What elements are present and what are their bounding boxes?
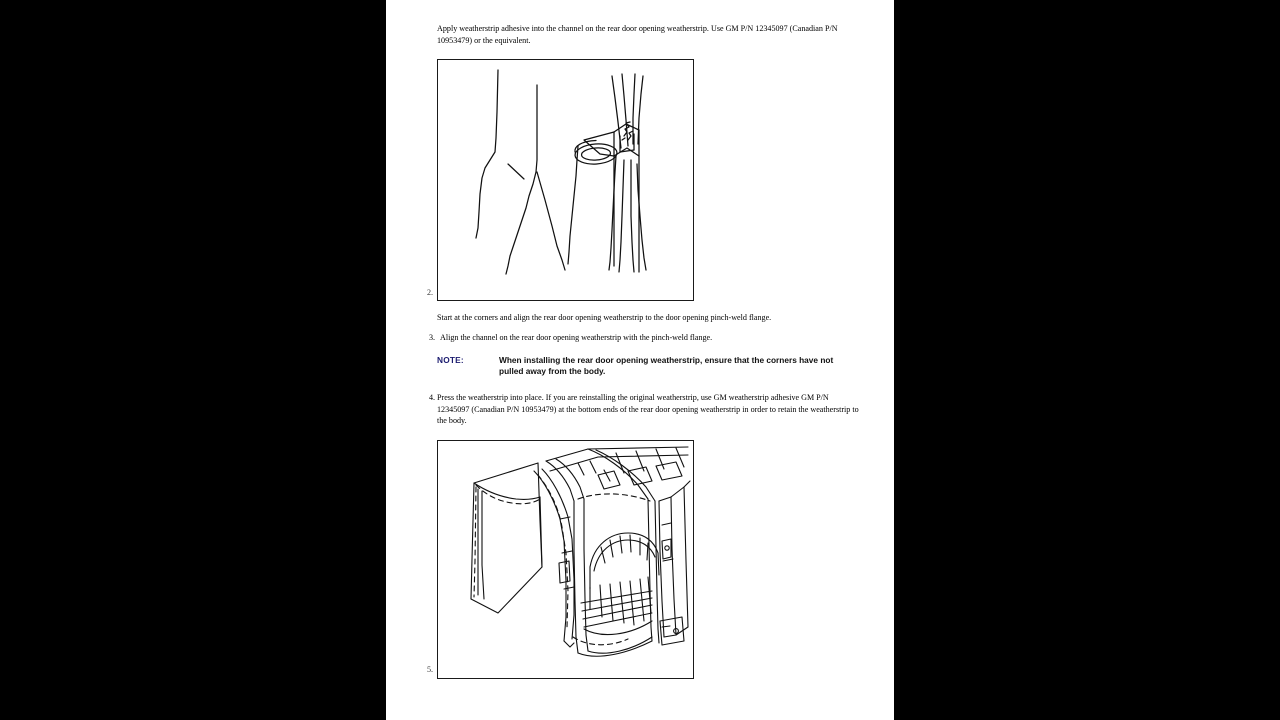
note-label: NOTE: <box>437 355 464 365</box>
step-4-marker: 4. <box>429 393 436 402</box>
note-block <box>437 355 849 378</box>
figure2-line-art <box>438 441 693 678</box>
intro-paragraph: Apply weatherstrip adhesive into the channel on the rear door opening weatherstrip. Use GM P/N 12345097 (Canadian P/N 10953479) or the equivalent. <box>437 24 838 45</box>
figure-van-rear-door-opening <box>437 440 694 679</box>
figure2-step-marker: 5. <box>427 665 434 674</box>
step-3-text: Align the channel on the rear door opening weatherstrip with the pinch-weld flange. <box>440 333 713 342</box>
document-page <box>386 0 894 720</box>
figure1-step-marker: 2. <box>427 288 434 297</box>
step-4-text: Press the weatherstrip into place. If you are reinstalling the original weatherstrip, use GM weatherstrip adhesive GM P/N 12345097 (Canadian P/N 10953479) at the bottom ends of the rear door opening weatherstrip in order to retain the weatherstrip to the body. <box>437 393 859 426</box>
figure1-line-art <box>438 60 693 300</box>
note-text: When installing the rear door opening weatherstrip, ensure that the corners have not pulled away from the body. <box>499 355 834 377</box>
figure-weatherstrip-cross-section <box>437 59 694 301</box>
step-2-text: Start at the corners and align the rear door opening weatherstrip to the door opening pinch-weld flange. <box>437 313 772 322</box>
step-3-marker: 3. <box>429 333 436 342</box>
